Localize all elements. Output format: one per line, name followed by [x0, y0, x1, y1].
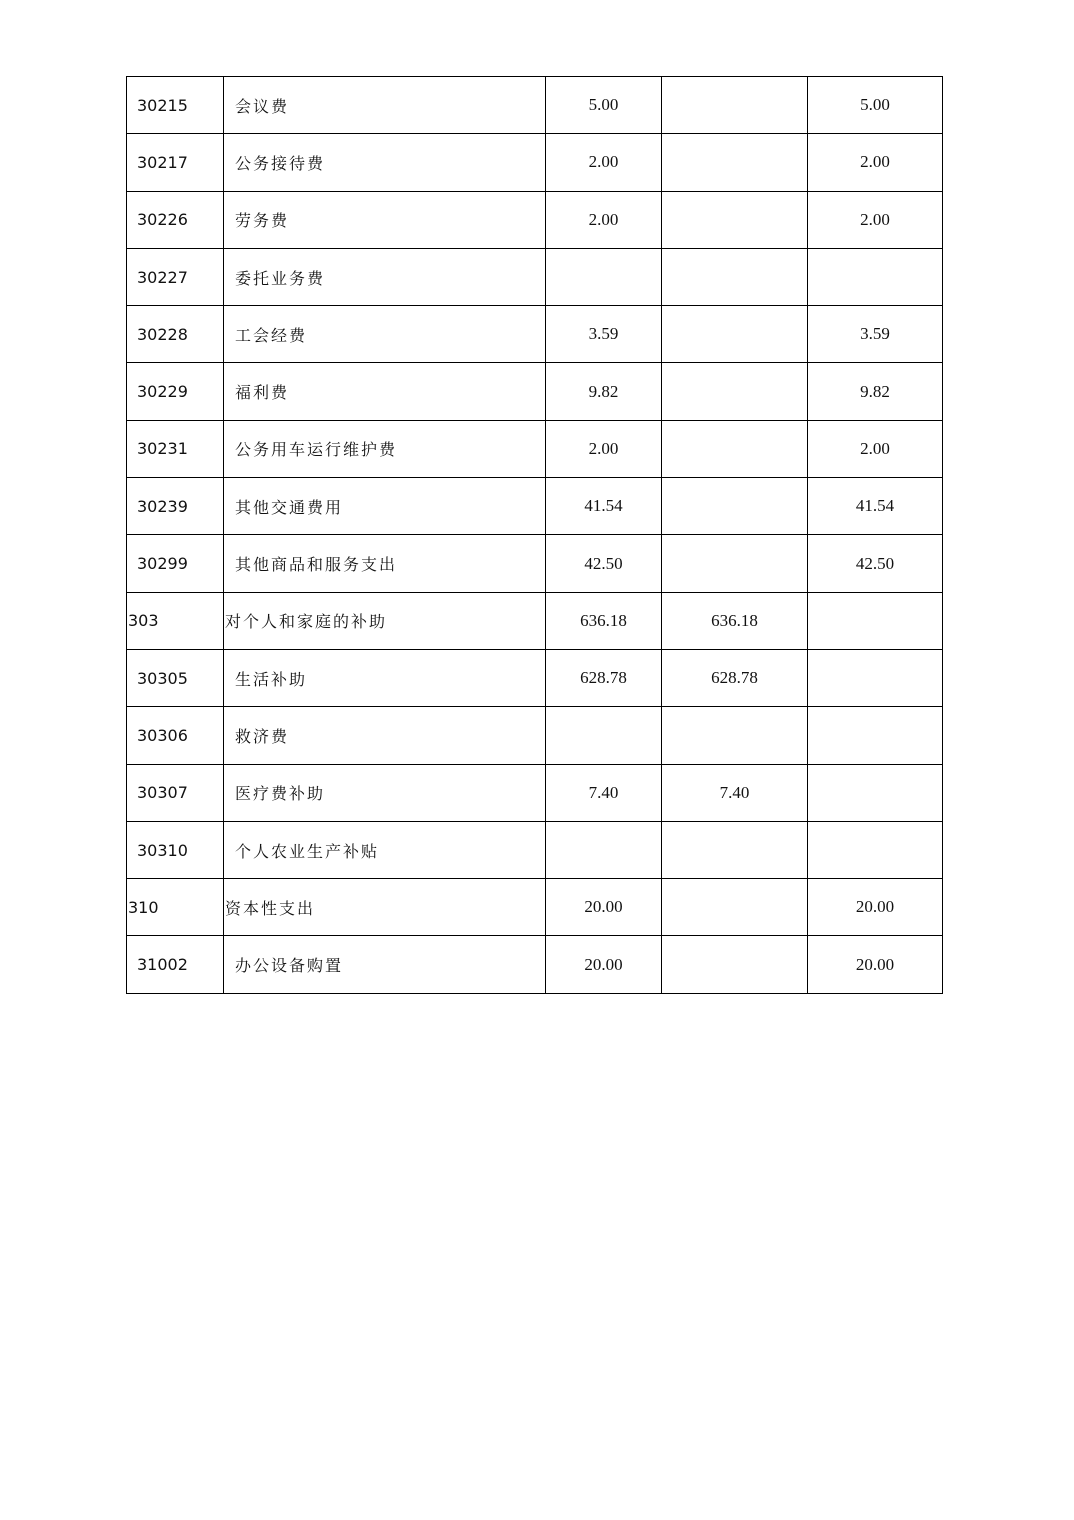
- item-name-cell: 对个人和家庭的补助: [224, 592, 546, 649]
- basic-amount-cell: [662, 707, 808, 764]
- project-amount-cell: 42.50: [808, 535, 943, 592]
- item-name-cell: 委托业务费: [224, 248, 546, 305]
- economic-code-cell: 30305: [127, 649, 224, 706]
- economic-code-cell: 310: [127, 879, 224, 936]
- project-amount-cell: 20.00: [808, 936, 943, 993]
- economic-code-cell: 30239: [127, 478, 224, 535]
- total-amount-cell: [546, 821, 662, 878]
- total-amount-cell: 9.82: [546, 363, 662, 420]
- basic-amount-cell: [662, 134, 808, 191]
- project-amount-cell: [808, 248, 943, 305]
- project-amount-cell: 3.59: [808, 306, 943, 363]
- economic-code-cell: 30227: [127, 248, 224, 305]
- table-row: [127, 478, 943, 535]
- basic-amount-cell: [662, 936, 808, 993]
- item-name-cell: 工会经费: [224, 306, 546, 363]
- basic-amount-cell: [662, 821, 808, 878]
- item-name-cell: 公务接待费: [224, 134, 546, 191]
- economic-code-cell: 30231: [127, 420, 224, 477]
- item-name-cell: 公务用车运行维护费: [224, 420, 546, 477]
- total-amount-cell: 2.00: [546, 191, 662, 248]
- budget-table: [126, 76, 943, 994]
- table-row: [127, 592, 943, 649]
- project-amount-cell: [808, 592, 943, 649]
- total-amount-cell: [546, 248, 662, 305]
- basic-amount-cell: [662, 420, 808, 477]
- item-name-cell: 其他交通费用: [224, 478, 546, 535]
- economic-code-cell: 30229: [127, 363, 224, 420]
- table-row: [127, 191, 943, 248]
- item-name-cell: 医疗费补助: [224, 764, 546, 821]
- total-amount-cell: 636.18: [546, 592, 662, 649]
- item-name-cell: 其他商品和服务支出: [224, 535, 546, 592]
- economic-code-cell: 31002: [127, 936, 224, 993]
- total-amount-cell: 5.00: [546, 77, 662, 134]
- total-amount-cell: 20.00: [546, 879, 662, 936]
- basic-amount-cell: [662, 478, 808, 535]
- total-amount-cell: 20.00: [546, 936, 662, 993]
- project-amount-cell: 41.54: [808, 478, 943, 535]
- project-amount-cell: 9.82: [808, 363, 943, 420]
- table-row: [127, 707, 943, 764]
- total-amount-cell: 3.59: [546, 306, 662, 363]
- table-row: [127, 764, 943, 821]
- basic-amount-cell: [662, 248, 808, 305]
- table-row: [127, 77, 943, 134]
- total-amount-cell: 628.78: [546, 649, 662, 706]
- item-name-cell: 办公设备购置: [224, 936, 546, 993]
- total-amount-cell: 7.40: [546, 764, 662, 821]
- basic-amount-cell: [662, 879, 808, 936]
- economic-code-cell: 30215: [127, 77, 224, 134]
- item-name-cell: 会议费: [224, 77, 546, 134]
- table-row: [127, 535, 943, 592]
- basic-amount-cell: [662, 363, 808, 420]
- table-row: [127, 936, 943, 993]
- project-amount-cell: 2.00: [808, 134, 943, 191]
- table-body: [127, 77, 943, 994]
- table-row: [127, 363, 943, 420]
- total-amount-cell: 41.54: [546, 478, 662, 535]
- economic-code-cell: 30299: [127, 535, 224, 592]
- table-row: [127, 879, 943, 936]
- economic-code-cell: 30226: [127, 191, 224, 248]
- economic-code-cell: 30307: [127, 764, 224, 821]
- table-row: [127, 306, 943, 363]
- basic-amount-cell: [662, 77, 808, 134]
- project-amount-cell: 20.00: [808, 879, 943, 936]
- total-amount-cell: [546, 707, 662, 764]
- item-name-cell: 救济费: [224, 707, 546, 764]
- basic-amount-cell: 628.78: [662, 649, 808, 706]
- table-row: [127, 134, 943, 191]
- project-amount-cell: [808, 707, 943, 764]
- item-name-cell: 生活补助: [224, 649, 546, 706]
- economic-code-cell: 30310: [127, 821, 224, 878]
- project-amount-cell: 2.00: [808, 191, 943, 248]
- table-row: [127, 821, 943, 878]
- basic-amount-cell: 7.40: [662, 764, 808, 821]
- total-amount-cell: 2.00: [546, 134, 662, 191]
- economic-code-cell: 30306: [127, 707, 224, 764]
- economic-code-cell: 30217: [127, 134, 224, 191]
- project-amount-cell: [808, 821, 943, 878]
- table-row: [127, 420, 943, 477]
- basic-amount-cell: 636.18: [662, 592, 808, 649]
- basic-amount-cell: [662, 191, 808, 248]
- total-amount-cell: 2.00: [546, 420, 662, 477]
- project-amount-cell: 5.00: [808, 77, 943, 134]
- project-amount-cell: 2.00: [808, 420, 943, 477]
- item-name-cell: 劳务费: [224, 191, 546, 248]
- table-row: [127, 649, 943, 706]
- basic-amount-cell: [662, 535, 808, 592]
- table-row: [127, 248, 943, 305]
- project-amount-cell: [808, 649, 943, 706]
- project-amount-cell: [808, 764, 943, 821]
- item-name-cell: 资本性支出: [224, 879, 546, 936]
- total-amount-cell: 42.50: [546, 535, 662, 592]
- economic-code-cell: 303: [127, 592, 224, 649]
- item-name-cell: 福利费: [224, 363, 546, 420]
- basic-amount-cell: [662, 306, 808, 363]
- item-name-cell: 个人农业生产补贴: [224, 821, 546, 878]
- economic-code-cell: 30228: [127, 306, 224, 363]
